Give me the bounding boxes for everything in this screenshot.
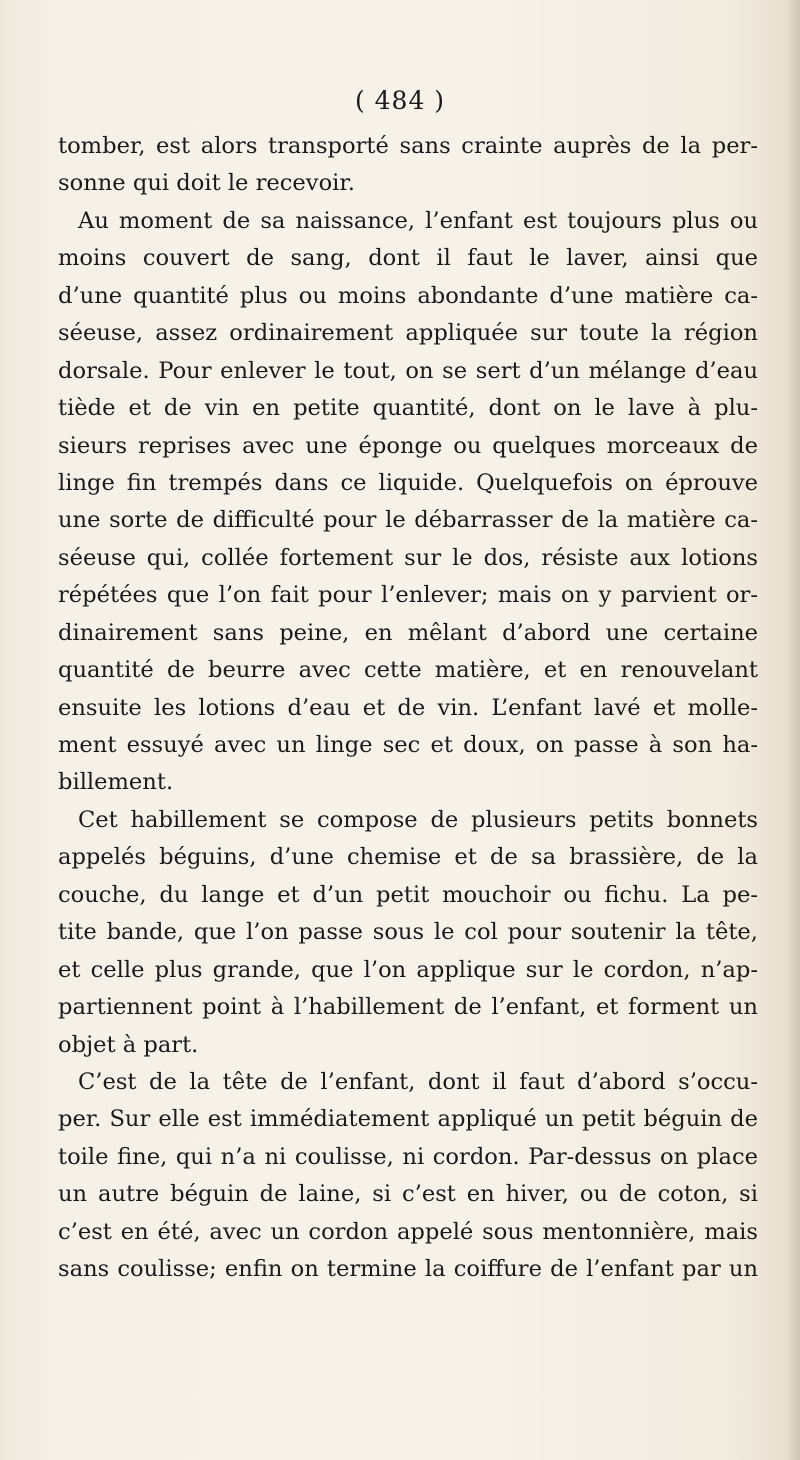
text-line: sans coulisse; enfin on termine la coiffure de l’enfant par un — [58, 1256, 758, 1283]
paragraph-first-line: Au moment de sa naissance, l’enfant est toujours plus ou — [78, 207, 758, 234]
text-line: sieurs reprises avec une éponge ou quelques morceaux de — [58, 432, 758, 459]
text-line: un autre béguin de laine, si c’est en hiver, ou de coton, si — [58, 1181, 758, 1208]
text-line: une sorte de difficulté pour le débarrasser de la matière ca- — [58, 507, 758, 534]
text-line: séeuse qui, collée fortement sur le dos, résiste aux lotions — [58, 544, 758, 571]
text-line: moins couvert de sang, dont il faut le laver, ainsi que — [58, 245, 758, 272]
text-line: toile fine, qui n’a ni coulisse, ni cordon. Par-dessus on place — [58, 1143, 758, 1170]
text-line: ment essuyé avec un linge sec et doux, on passe à son ha- — [58, 732, 758, 758]
text-line: et celle plus grande, que l’on applique sur le cordon, n’ap- — [58, 956, 758, 983]
text-line: répétées que l’on fait pour l’enlever; mais on y parvient or- — [58, 582, 758, 609]
page-edge-shadow — [786, 0, 800, 1460]
text-line: objet à part. — [58, 1031, 199, 1058]
text-line: billement. — [58, 769, 174, 796]
paragraph-first-line: Cet habillement se compose de plusieurs petits bonnets — [78, 806, 758, 833]
paragraph-first-line: C’est de la tête de l’enfant, dont il faut d’abord s’occu- — [78, 1068, 758, 1095]
text-line: ensuite les lotions d’eau et de vin. L’enfant lavé et molle- — [58, 694, 758, 721]
text-line: quantité de beurre avec cette matière, et en renouvelant — [58, 657, 758, 684]
text-line: partiennent point à l’habillement de l’enfant, et forment un — [58, 994, 758, 1021]
text-line: couche, du lange et d’un petit mouchoir ou fichu. La pe- — [58, 881, 758, 908]
text-line: sonne qui doit le recevoir. — [58, 170, 355, 197]
body-text — [58, 128, 758, 1289]
text-line: dinairement sans peine, en mêlant d’abord une certaine — [58, 619, 758, 646]
text-line: séeuse, assez ordinairement appliquée sur toute la région — [58, 320, 758, 347]
text-line: appelés béguins, d’une chemise et de sa brassière, de la — [58, 844, 758, 871]
page-number: ( 484 ) — [354, 86, 446, 115]
text-line: tiède et de vin en petite quantité, dont on le lave à plu- — [58, 395, 758, 422]
text-line: linge fin trempés dans ce liquide. Quelquefois on éprouve — [58, 469, 758, 496]
text-line: d’une quantité plus ou moins abondante d’une matière ca- — [58, 282, 758, 309]
text-line: tomber, est alors transporté sans crainte auprès de la per- — [58, 133, 758, 159]
text-line: tite bande, que l’on passe sous le col pour soutenir la tête, — [58, 919, 758, 946]
text-line: dorsale. Pour enlever le tout, on se sert d’un mélange d’eau — [58, 357, 758, 384]
text-line: c’est en été, avec un cordon appelé sous mentonnière, mais — [58, 1218, 758, 1245]
text-line: per. Sur elle est immédiatement appliqué un petit béguin de — [58, 1106, 758, 1133]
